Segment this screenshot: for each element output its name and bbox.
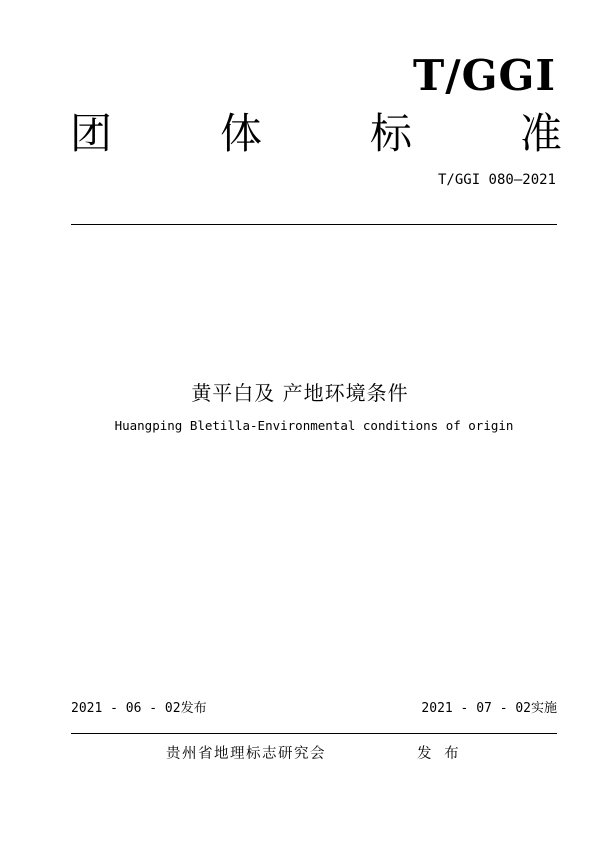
standard-type-char: 标 bbox=[369, 109, 412, 158]
publisher-name: 贵州省地理标志研究会 bbox=[166, 746, 326, 762]
document-title-chinese: 黄平白及 产地环境条件 bbox=[191, 381, 409, 405]
implementation-date: 2021 - 07 - 02实施 bbox=[421, 701, 557, 716]
publish-label: 发 布 bbox=[417, 746, 463, 762]
standard-type-char: 准 bbox=[519, 109, 562, 158]
standard-type bbox=[70, 106, 562, 162]
standard-type-char: 体 bbox=[219, 109, 262, 158]
header-divider bbox=[71, 224, 557, 225]
standard-type-char: 团 bbox=[70, 109, 113, 158]
footer-divider bbox=[71, 733, 557, 734]
org-code: T/GGI bbox=[413, 51, 556, 100]
document-title-english: Huangping Bletilla-Environmental conditions of origin bbox=[114, 418, 514, 433]
standard-number: T/GGI 080—2021 bbox=[437, 172, 556, 188]
issue-date: 2021 - 06 - 02发布 bbox=[71, 701, 207, 716]
